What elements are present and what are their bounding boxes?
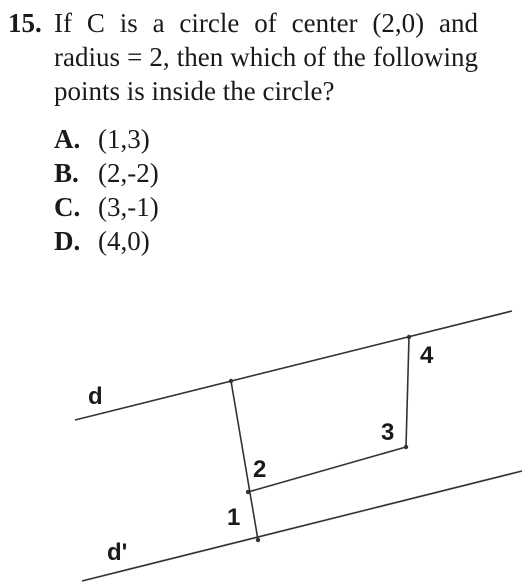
label-angle-1: 1: [227, 504, 241, 531]
choice-c[interactable]: [54, 190, 478, 224]
answer-choices: [54, 122, 478, 258]
choice-a-letter: A.: [54, 124, 81, 154]
point-middle-right: [404, 445, 408, 449]
label-angle-2: 2: [253, 456, 267, 483]
point-middle-left: [246, 490, 250, 494]
choice-b-value: (2,-2): [98, 158, 159, 188]
label-d: d: [88, 383, 103, 410]
question-row: [8, 6, 478, 108]
parallel-lines-figure: [0, 300, 531, 588]
choice-c-value: (3,-1): [98, 192, 159, 222]
choice-b-letter: B.: [54, 158, 79, 188]
choice-a-value: (1,3): [98, 124, 150, 154]
label-angle-4: 4: [420, 342, 434, 369]
question-text: If C is a circle of center (2,0) and radius = 2, then which of the following points is inside the circle?: [54, 8, 478, 106]
line-d: [75, 311, 512, 420]
label-d-prime: d': [107, 539, 128, 566]
choice-a[interactable]: [54, 122, 478, 156]
choice-d[interactable]: [54, 224, 478, 258]
point-bottom: [256, 538, 260, 542]
choice-b[interactable]: [54, 156, 478, 190]
line-d-prime: [82, 471, 522, 581]
choice-d-value: (4,0): [98, 226, 150, 256]
choice-c-letter: C.: [54, 192, 81, 222]
right-segment: [406, 337, 409, 447]
choice-d-letter: D.: [54, 226, 81, 256]
point-top-right: [407, 335, 411, 339]
question-block: [8, 6, 478, 258]
question-number: 15.: [8, 8, 42, 38]
point-top-left: [229, 379, 233, 383]
label-angle-3: 3: [381, 419, 395, 446]
connecting-segment: [248, 447, 406, 492]
